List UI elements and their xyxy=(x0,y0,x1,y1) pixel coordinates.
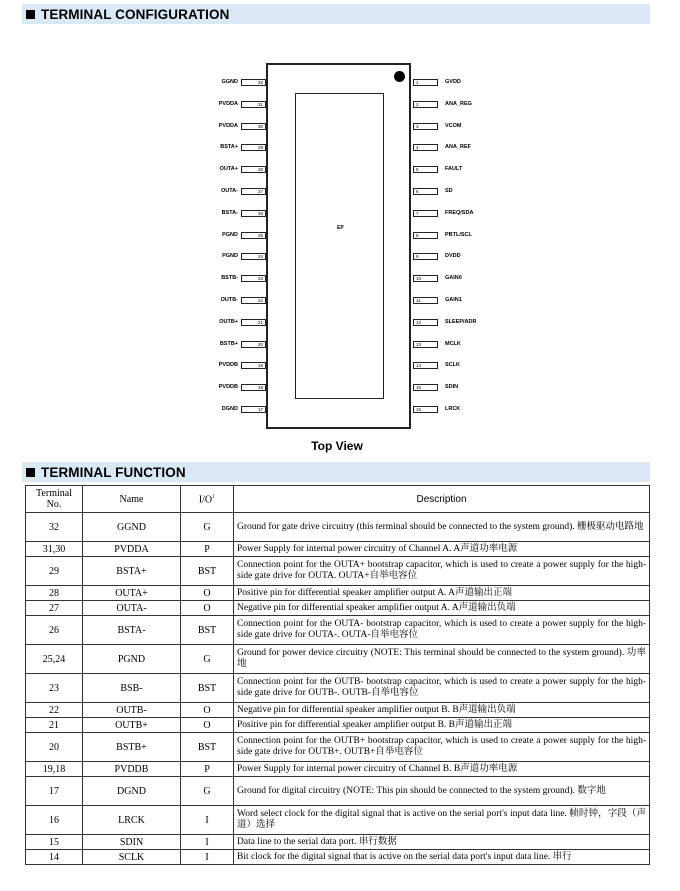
cell-io: O xyxy=(181,718,234,733)
cell-description: Data line to the serial data port. 串行数据 xyxy=(234,835,650,850)
pin-left xyxy=(241,144,266,151)
terminal-function-table xyxy=(25,485,650,865)
table-row xyxy=(26,850,650,865)
cell-terminal-no: 28 xyxy=(26,586,83,601)
pin-label: GVDD xyxy=(445,79,461,85)
pin-number: 6 xyxy=(416,189,419,194)
pin-number: 7 xyxy=(416,211,419,216)
cell-name: OUTA- xyxy=(83,601,181,616)
pin-left xyxy=(241,101,266,108)
table-row xyxy=(26,674,650,703)
pin-label: ANA_REG xyxy=(445,101,472,107)
pin-right xyxy=(413,166,438,173)
cell-terminal-no: 29 xyxy=(26,557,83,586)
pin-label: GGND xyxy=(221,79,238,85)
pin-right xyxy=(413,362,438,369)
pin-right xyxy=(413,79,438,86)
cell-io: BST xyxy=(181,674,234,703)
table-row xyxy=(26,762,650,777)
pin-number: 2 xyxy=(416,102,419,107)
pin-right xyxy=(413,101,438,108)
table-row xyxy=(26,513,650,542)
pin-label: VCOM xyxy=(445,123,462,129)
pin-label: PVDDB xyxy=(218,362,238,368)
pin-label: SCLK xyxy=(445,362,460,368)
cell-terminal-no: 19,18 xyxy=(26,762,83,777)
header-io: $I/O^1$ xyxy=(181,486,234,513)
cell-description: Negative pin for differential speaker amplifier output A. A声道输出负端 xyxy=(234,601,650,616)
pin-right xyxy=(413,123,438,130)
table-row xyxy=(26,586,650,601)
pin-number: 21 xyxy=(257,320,263,325)
pin-label: OUTB- xyxy=(220,297,238,303)
pin-number: 30 xyxy=(257,124,263,129)
ep-label: EP xyxy=(337,225,344,231)
cell-description: Power Supply for internal power circuitry of Channel B. B声道功率电源 xyxy=(234,762,650,777)
cell-name: OUTB- xyxy=(83,703,181,718)
table-header-row xyxy=(26,486,650,513)
pin-left xyxy=(241,232,266,239)
pin-number: 19 xyxy=(257,363,263,368)
pin-number: 24 xyxy=(257,254,263,259)
cell-terminal-no: 27 xyxy=(26,601,83,616)
pin-label: ANA_REF xyxy=(445,144,471,150)
pin-right xyxy=(413,319,438,326)
section-square-icon xyxy=(26,10,35,19)
cell-io: G xyxy=(181,513,234,542)
section-square-icon xyxy=(26,468,35,477)
table-row xyxy=(26,806,650,835)
section-title: TERMINAL FUNCTION xyxy=(41,464,186,480)
pin1-marker-icon xyxy=(394,71,405,82)
pin-number: 22 xyxy=(257,298,263,303)
pin-label: PVDDA xyxy=(218,101,238,107)
pin-label: SD xyxy=(445,188,453,194)
cell-description: Positive pin for differential speaker amplifier output A. A声道输出正端 xyxy=(234,586,650,601)
cell-description: Positive pin for differential speaker amplifier output B. B声道输出正端 xyxy=(234,718,650,733)
pin-left xyxy=(241,319,266,326)
cell-io: BST xyxy=(181,733,234,762)
table-row xyxy=(26,542,650,557)
cell-name: SDIN xyxy=(83,835,181,850)
header-name: Name xyxy=(83,486,181,513)
pin-label: BSTA+ xyxy=(220,144,238,150)
table-row xyxy=(26,718,650,733)
pin-number: 25 xyxy=(257,233,263,238)
cell-terminal-no: 32 xyxy=(26,513,83,542)
pin-label: BSTA- xyxy=(221,210,238,216)
cell-name: OUTA+ xyxy=(83,586,181,601)
cell-terminal-no: 16 xyxy=(26,806,83,835)
pin-number: 5 xyxy=(416,167,419,172)
table-row xyxy=(26,557,650,586)
pin-number: 16 xyxy=(416,407,422,412)
pin-left xyxy=(241,384,266,391)
pin-number: 14 xyxy=(416,363,422,368)
pin-label: SLEEP/ADR xyxy=(445,319,477,325)
pin-left xyxy=(241,166,266,173)
pin-number: 28 xyxy=(257,167,263,172)
pin-right xyxy=(413,210,438,217)
cell-terminal-no: 20 xyxy=(26,733,83,762)
pin-number: 12 xyxy=(416,320,422,325)
pin-right xyxy=(413,253,438,260)
cell-description: Power Supply for internal power circuitry of Channel A. A声道功率电源 xyxy=(234,542,650,557)
table-row xyxy=(26,616,650,645)
pin-label: DVDD xyxy=(445,253,461,259)
pin-right xyxy=(413,406,438,413)
table-row xyxy=(26,777,650,806)
section-title: TERMINAL CONFIGURATION xyxy=(41,6,230,22)
cell-terminal-no: 25,24 xyxy=(26,645,83,674)
cell-terminal-no: 22 xyxy=(26,703,83,718)
cell-description: Connection point for the OUTB- bootstrap capacitor, which is used to create a power supply for the high-side gate drive for OUTB-. OUTB-自举电容位 xyxy=(234,674,650,703)
pin-number: 32 xyxy=(257,80,263,85)
pin-label: LRCK xyxy=(445,406,461,412)
pin-number: 31 xyxy=(257,102,263,107)
pin-right xyxy=(413,188,438,195)
cell-terminal-no: 23 xyxy=(26,674,83,703)
pin-left xyxy=(241,341,266,348)
pin-left xyxy=(241,275,266,282)
table-row xyxy=(26,733,650,762)
terminal-configuration-header xyxy=(22,4,650,24)
pin-number: 13 xyxy=(416,342,422,347)
pin-left xyxy=(241,79,266,86)
pin-right xyxy=(413,275,438,282)
pin-left xyxy=(241,188,266,195)
header-description: Description xyxy=(234,486,650,513)
cell-terminal-no: 31,30 xyxy=(26,542,83,557)
pin-label: SDIN xyxy=(445,384,459,390)
pin-number: 11 xyxy=(416,298,421,303)
cell-name: GGND xyxy=(83,513,181,542)
cell-description: Connection point for the OUTA- bootstrap capacitor, which is used to create a power supply for the high-side gate drive for OUTA-. OUTA-自举电容位 xyxy=(234,616,650,645)
cell-name: BSTA+ xyxy=(83,557,181,586)
cell-io: G xyxy=(181,777,234,806)
cell-name: DGND xyxy=(83,777,181,806)
cell-io: I xyxy=(181,806,234,835)
pin-label: DGND xyxy=(221,406,238,412)
cell-name: BSB- xyxy=(83,674,181,703)
cell-io: BST xyxy=(181,557,234,586)
table-row xyxy=(26,703,650,718)
cell-io: BST xyxy=(181,616,234,645)
cell-name: PVDDB xyxy=(83,762,181,777)
pin-left xyxy=(241,123,266,130)
cell-name: BSTA- xyxy=(83,616,181,645)
table-row xyxy=(26,601,650,616)
cell-name: PVDDA xyxy=(83,542,181,557)
pin-right xyxy=(413,341,438,348)
cell-description: Bit clock for the digital signal that is active on the serial data port's input data line. 串行 xyxy=(234,850,650,865)
cell-description: Ground for gate drive circuitry (this terminal should be connected to the system ground). 栅极驱动电路地 xyxy=(234,513,650,542)
pin-left xyxy=(241,253,266,260)
cell-io: P xyxy=(181,542,234,557)
pin-number: 26 xyxy=(257,211,263,216)
footnote-marker: 1 xyxy=(212,494,216,501)
pin-number: 17 xyxy=(257,407,263,412)
pin-number: 27 xyxy=(257,189,263,194)
cell-name: SCLK xyxy=(83,850,181,865)
pin-label: BSTB+ xyxy=(219,341,238,347)
cell-description: Connection point for the OUTA+ bootstrap capacitor, which is used to create a power supply for the high-side gate drive for OUTA. OUTA+自举电容位 xyxy=(234,557,650,586)
pin-left xyxy=(241,406,266,413)
cell-terminal-no: 26 xyxy=(26,616,83,645)
cell-description: Ground for power device circuitry (NOTE: This terminal should be connected to the system ground). 功率地 xyxy=(234,645,650,674)
cell-name: BSTB+ xyxy=(83,733,181,762)
pin-label: FREQ/SDA xyxy=(445,210,474,216)
pin-number: 10 xyxy=(416,276,422,281)
pin-number: 20 xyxy=(257,342,263,347)
cell-io: O xyxy=(181,703,234,718)
pin-label: PGND xyxy=(222,253,238,259)
pin-right xyxy=(413,297,438,304)
cell-description: Connection point for the OUTB+ bootstrap capacitor, which is used to create a power supply for the high-side gate drive for OUTB+. OUTB+自举电容位 xyxy=(234,733,650,762)
pin-number: 3 xyxy=(416,124,419,129)
exposed-pad xyxy=(295,93,384,399)
pin-label: OUTB+ xyxy=(219,319,238,325)
pin-number: 23 xyxy=(257,276,263,281)
pin-number: 18 xyxy=(257,385,263,390)
pin-number: 4 xyxy=(416,145,419,150)
cell-io: O xyxy=(181,586,234,601)
table-row xyxy=(26,835,650,850)
pin-number: 1 xyxy=(416,80,419,85)
cell-description: Ground for digital circuitry (NOTE: This pin should be connected to the system ground). 数字地 xyxy=(234,777,650,806)
cell-io: P xyxy=(181,762,234,777)
cell-io: G xyxy=(181,645,234,674)
pin-left xyxy=(241,362,266,369)
cell-terminal-no: 14 xyxy=(26,850,83,865)
cell-io: I xyxy=(181,835,234,850)
cell-terminal-no: 21 xyxy=(26,718,83,733)
terminal-function-header xyxy=(22,462,650,482)
cell-io: O xyxy=(181,601,234,616)
diagram-caption: Top View xyxy=(311,439,363,453)
pin-label: BSTB- xyxy=(221,275,238,281)
cell-io: I xyxy=(181,850,234,865)
pin-number: 29 xyxy=(257,145,263,150)
pin-left xyxy=(241,210,266,217)
pin-label: PVDDB xyxy=(218,384,238,390)
cell-description: Word select clock for the digital signal that is active on the serial port's input data line. 帧时钟，字段（声道）选择 xyxy=(234,806,650,835)
cell-terminal-no: 15 xyxy=(26,835,83,850)
pin-label: FAULT xyxy=(445,166,463,172)
pin-number: 15 xyxy=(416,385,422,390)
pin-label: GAIN0 xyxy=(445,275,462,281)
cell-name: PGND xyxy=(83,645,181,674)
pin-label: OUTA- xyxy=(220,188,238,194)
pin-label: PVDDA xyxy=(218,123,238,129)
pin-right xyxy=(413,232,438,239)
pin-label: OUTA+ xyxy=(219,166,238,172)
pin-right xyxy=(413,384,438,391)
table-row xyxy=(26,645,650,674)
cell-terminal-no: 17 xyxy=(26,777,83,806)
pin-label: PGND xyxy=(222,232,238,238)
cell-description: Negative pin for differential speaker amplifier output B. B声道输出负端 xyxy=(234,703,650,718)
pin-label: MCLK xyxy=(445,341,461,347)
cell-name: OUTB+ xyxy=(83,718,181,733)
pin-number: 8 xyxy=(416,233,419,238)
pin-label: PBTL/SCL xyxy=(445,232,472,238)
cell-name: LRCK xyxy=(83,806,181,835)
pin-number: 9 xyxy=(416,254,419,259)
pin-left xyxy=(241,297,266,304)
pin-label: GAIN1 xyxy=(445,297,462,303)
header-terminal-no: Terminal No. xyxy=(26,486,83,513)
pin-right xyxy=(413,144,438,151)
